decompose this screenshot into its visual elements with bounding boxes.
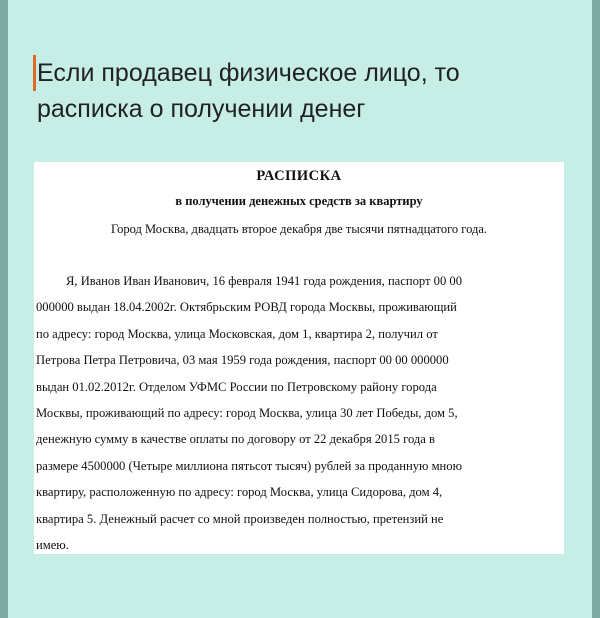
document-body-line: размере 4500000 (Четыре миллиона пятьсот тысяч) рублей за проданную мною xyxy=(36,458,462,473)
document-body-line: денежную сумму в качестве оплаты по договору от 22 декабря 2015 года в xyxy=(36,432,435,447)
document-body-line: Петрова Петра Петровича, 03 мая 1959 года рождения, паспорт 00 00 000000 xyxy=(36,353,449,368)
document-place-date: Город Москва, двадцать второе декабря две тысячи пятнадцатого года. xyxy=(110,222,488,236)
post-title: Если продавец физическое лицо, то расписка о получении денег xyxy=(37,59,460,123)
document-body xyxy=(36,268,564,554)
document-body-line: Я, Иванов Иван Иванович, 16 февраля 1941 года рождения, паспорт 00 00 xyxy=(66,274,463,288)
document-body-line: 000000 выдан 18.04.2002г. Октябрьским РОВД города Москвы, проживающий xyxy=(36,300,457,315)
document-body-line: выдан 01.02.2012г. Отделом УФМС России по Петровскому району города xyxy=(36,379,437,394)
document-body-line: Москвы, проживающий по адресу: город Москва, улица 30 лет Победы, дом 5, xyxy=(36,405,458,420)
frame-right-border xyxy=(592,0,600,618)
receipt-document-image xyxy=(34,162,564,554)
document-heading: РАСПИСКА xyxy=(256,168,342,184)
frame-left-border xyxy=(0,0,8,618)
title-accent-bar xyxy=(33,55,36,91)
document-subheading: в получении денежных средств за квартиру xyxy=(175,194,423,208)
document-body-line: квартира 5. Денежный расчет со мной произведен полностью, претензий не xyxy=(36,511,444,526)
document-body-line: имею. xyxy=(36,537,69,552)
document-body-line: по адресу: город Москва, улица Московская, дом 1, квартира 2, получил от xyxy=(36,326,438,341)
document-body-line: квартиру, расположенную по адресу: город Москва, улица Сидорова, дом 4, xyxy=(36,485,443,500)
